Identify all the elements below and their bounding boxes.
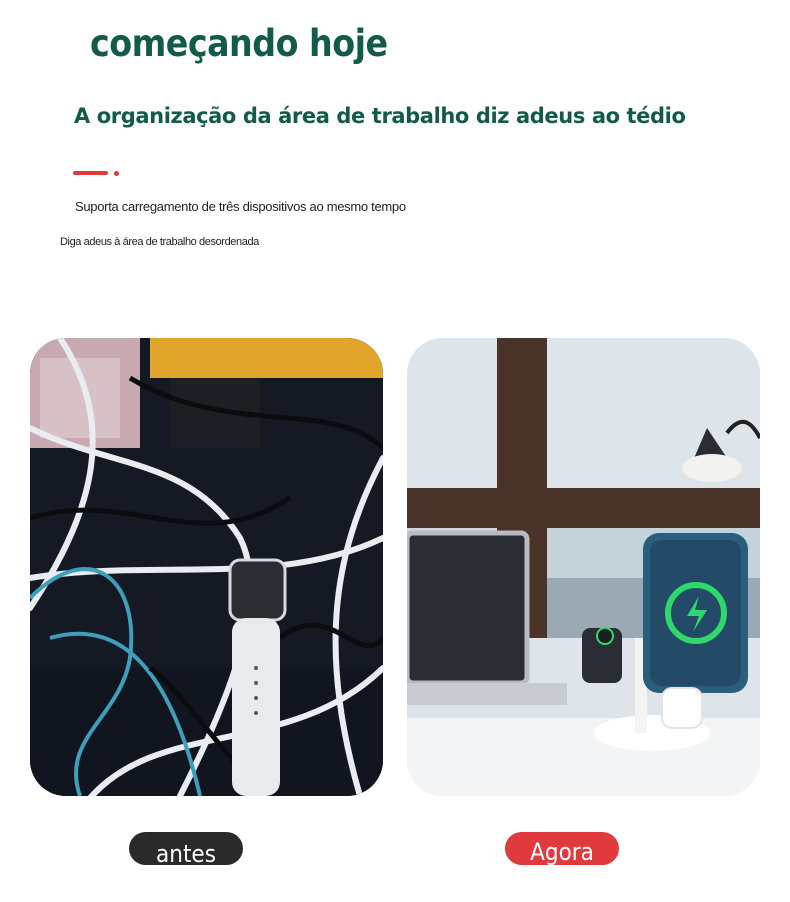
accent-dot (114, 171, 119, 176)
feature-text: Suporta carregamento de três dispositivos ao mesmo tempo (75, 199, 406, 214)
after-label: Agora (505, 832, 619, 865)
after-photo (407, 338, 760, 796)
feature-text-secondary: Diga adeus à área de trabalho desordenada (60, 236, 259, 248)
subheadline: A organização da área de trabalho diz adeus ao tédio (74, 104, 686, 128)
headline: começando hoje (90, 22, 388, 65)
before-label: antes (129, 832, 243, 865)
before-photo (30, 338, 383, 796)
accent-line (73, 171, 108, 175)
